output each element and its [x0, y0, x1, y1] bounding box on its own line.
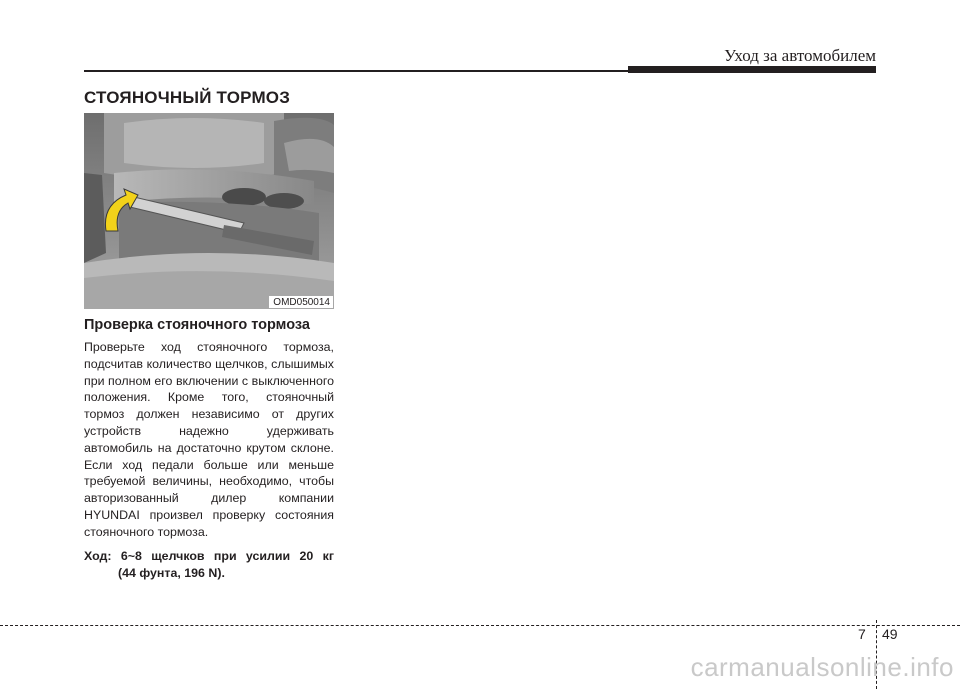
- specification: [84, 548, 334, 582]
- watermark: carmanualsonline.info: [690, 652, 954, 682]
- cup-holder: [222, 188, 266, 206]
- section-title: СТОЯНОЧНЫЙ ТОРМОЗ: [84, 88, 291, 107]
- footer-rule: [0, 625, 960, 626]
- subheading: Проверка стояночного тормоза: [84, 317, 310, 333]
- body-paragraph: Проверьте ход стояночного тормоза, подсчитав количество щелчков, слышимых при полном его включении с выключенного положения. Кроме того, стояночный тормоз должен независимо от других устройств надежно удерживать автомобиль на достаточно крутом склоне. Если ход педали больше или меньше требуемой величины, необходимо, чтобы авторизованный дилер компании HYUNDAI произвел проверку состояния стояночного тормоза.: [84, 340, 334, 539]
- spec-line-2: (44 фунта, 196 N).: [118, 565, 225, 580]
- console-illustration: [84, 113, 334, 309]
- header-rule: [84, 70, 629, 72]
- spec-line-1: Ход: 6~8 щелчков при усилии 20 кг: [84, 549, 334, 563]
- header-rule-bold: [628, 66, 876, 73]
- figure-code: OMD050014: [269, 296, 333, 308]
- chapter-number: 7: [858, 626, 866, 642]
- header-title: Уход за автомобилем: [724, 46, 876, 65]
- parking-brake-photo: [84, 113, 334, 309]
- page-number: 49: [882, 626, 898, 642]
